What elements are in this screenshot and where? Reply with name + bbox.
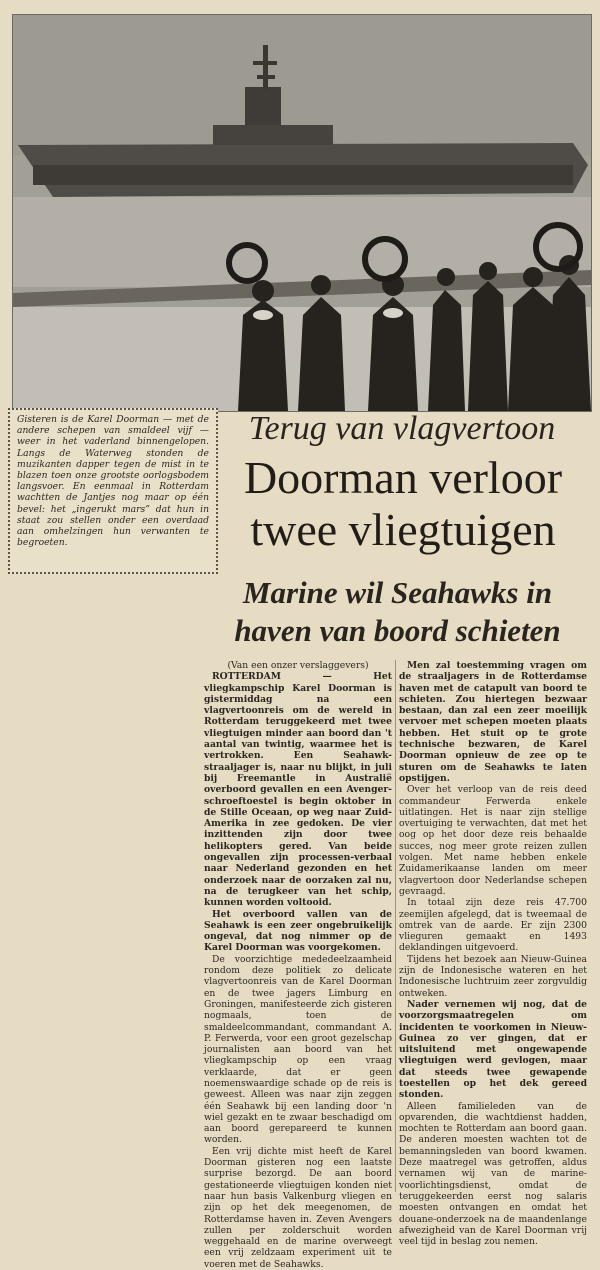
article-column-2	[399, 660, 587, 1247]
main-headline	[218, 452, 588, 556]
subhead-line-2: haven van boord schieten	[234, 613, 561, 648]
column-divider	[395, 660, 396, 1192]
column-1-paragraph: Het overboord vallen van de Seahawk is een zeer ongebruikelijk ongeval, dat nog nimmer op de Karel Doorman was voorgekomen.	[204, 908, 392, 954]
column-2-paragraph: Tijdens het bezoek aan Nieuw-Guinea zijn de Indonesische wateren en het Indonesische luchtruim zeer zorgvuldig ontweken.	[399, 953, 587, 999]
subheadline	[200, 574, 595, 650]
column-2-paragraph: Over het verloop van de reis deed commandeur Ferwerda enkele uitlatingen. Het is naar zijn stellige overtuiging te verwachten, dat met het oog op het door deze reis behaalde succes, nog meer grote reizen zullen volgen. Met name hebben enkele Zuidamerikaanse landen om meer vlagvertoon door Nederlandse schepen gevraagd.	[399, 784, 587, 897]
column-1-paragraph: ROTTERDAM — Het vliegkampschip Karel Doorman is gistermiddag na een vlagvertoonreis om de wereld in Rotterdam teruggekeerd met twee vliegtuigen minder aan boord dan 't aantal van twintig, waarmee het is vertrokken. Een Seahawk-straaljager is, naar nu blijkt, in juli bij Freemantle in Australië overboord gevallen en een Avenger-schroeftoestel is begin oktober in de Stille Oceaan, op weg naar Zuid-Amerika in zee gedoken. De vier inzittenden zijn door twee helikopters gered. Van beide ongevallen zijn processen-verbaal naar Nederland gezonden en het onderzoek naar de oorzaken zal nu, na de terugkeer van het schip, kunnen worden voltooid.	[204, 671, 392, 909]
article-column-1	[204, 660, 392, 1270]
byline: (Van een onzer verslaggevers)	[227, 660, 369, 671]
photo-aircraft-carrier-and-musicians	[12, 14, 592, 412]
column-2-paragraph: Men zal toestemming vragen om de straaljagers in de Rotterdamse haven met de catapult van boord te schieten. Zou hiertegen bezwaar bestaan, dan zal een zeer moeilijk vervoer met schepen moeten plaats hebben. Het stuit op te grote technische bezwaren, de Karel Doorman opnieuw de zee op te sturen om de Seahawks te laten opstijgen.	[399, 660, 587, 784]
kicker-headline: Terug van vlagvertoon	[248, 410, 556, 447]
photo-illustration	[13, 15, 591, 411]
column-1-paragraph: De voorzichtige mededeelzaamheid rondom deze politiek zo delicate vlagvertoonreis van de Karel Doorman en de twee jagers Limburg en Groningen, manifesteerde zich gisteren nogmaals, toen de smaldeelcommandant, commandant A. P. Ferwerda, voor een groot gezelschap journalisten aan boord van het vliegkampschip op een vraag verklaarde, dat er geen noemenswaardige schade op de reis is geweest. Alleen was naar zijn zeggen één Seahawk bij een landing door 'n wiel gezakt en te zwaar beschadigd om aan boord gerepareerd te kunnen worden.	[204, 953, 392, 1146]
photo-caption: Gisteren is de Karel Doorman — met de andere schepen van smaldeel vijf — weer in het vaderland binnengelopen. Langs de Waterweg stonden de muzikanten dapper tegen de mist in te blazen toen onze grootste oorlogsbodem langsvoer. En eenmaal in Rotterdam wachtten de Jantjes nog maar op één bevel: het „ingerukt mars” dat hun in staat zou stellen onder een overdaad aan omhelzingen hun verwanten te begroeten.	[8, 408, 218, 574]
column-2-paragraph: In totaal zijn deze reis 47.700 zeemijlen afgelegd, dat is tweemaal de omtrek van de aarde. Er zijn 2300 vlieguren gemaakt en 1493 deklandingen uitgevoerd.	[399, 897, 587, 954]
headline-line-2: twee vliegtuigen	[250, 504, 556, 555]
headline-line-1: Doorman verloor	[243, 452, 563, 503]
column-2-paragraph: Alleen familieleden van de opvarenden, die wachtdienst hadden, mochten te Rotterdam aan boord gaan. De anderen moesten wachten tot de bemanningsleden van boord kwamen. Deze maatregel was getroffen, aldus vernamen wij van de marine-voorlichtingsdienst, omdat de teruggekeerden eerst nog salaris moesten ontvangen en omdat het douane-onderzoek na de maandenlange afwezigheid van de Karel Doorman vrij veel tijd in beslag zou nemen.	[399, 1100, 587, 1248]
subhead-line-1: Marine wil Seahawks in	[242, 575, 553, 610]
column-1-paragraph: Een vrij dichte mist heeft de Karel Doorman gisteren nog een laatste surprise bezorgd. De aan boord gestationeerde vliegtuigen konden niet naar hun basis Valkenburg vliegen en zijn op het dek meegenomen, de Rotterdamse haven in. Zeven Avengers zullen per zolderschuit worden weggehaald en de marine overweegt een vrij zeldzaam experiment uit te voeren met de Seahawks.	[204, 1145, 392, 1270]
column-2-paragraph: Nader vernemen wij nog, dat de voorzorgsmaatregelen om incidenten te voorkomen in Nieuw-Guinea zo ver gingen, dat er uitsluitend met ongewapende vliegtuigen werd gevlogen, maar dat steeds twee gewapende toestellen op het dek gereed stonden.	[399, 998, 587, 1101]
